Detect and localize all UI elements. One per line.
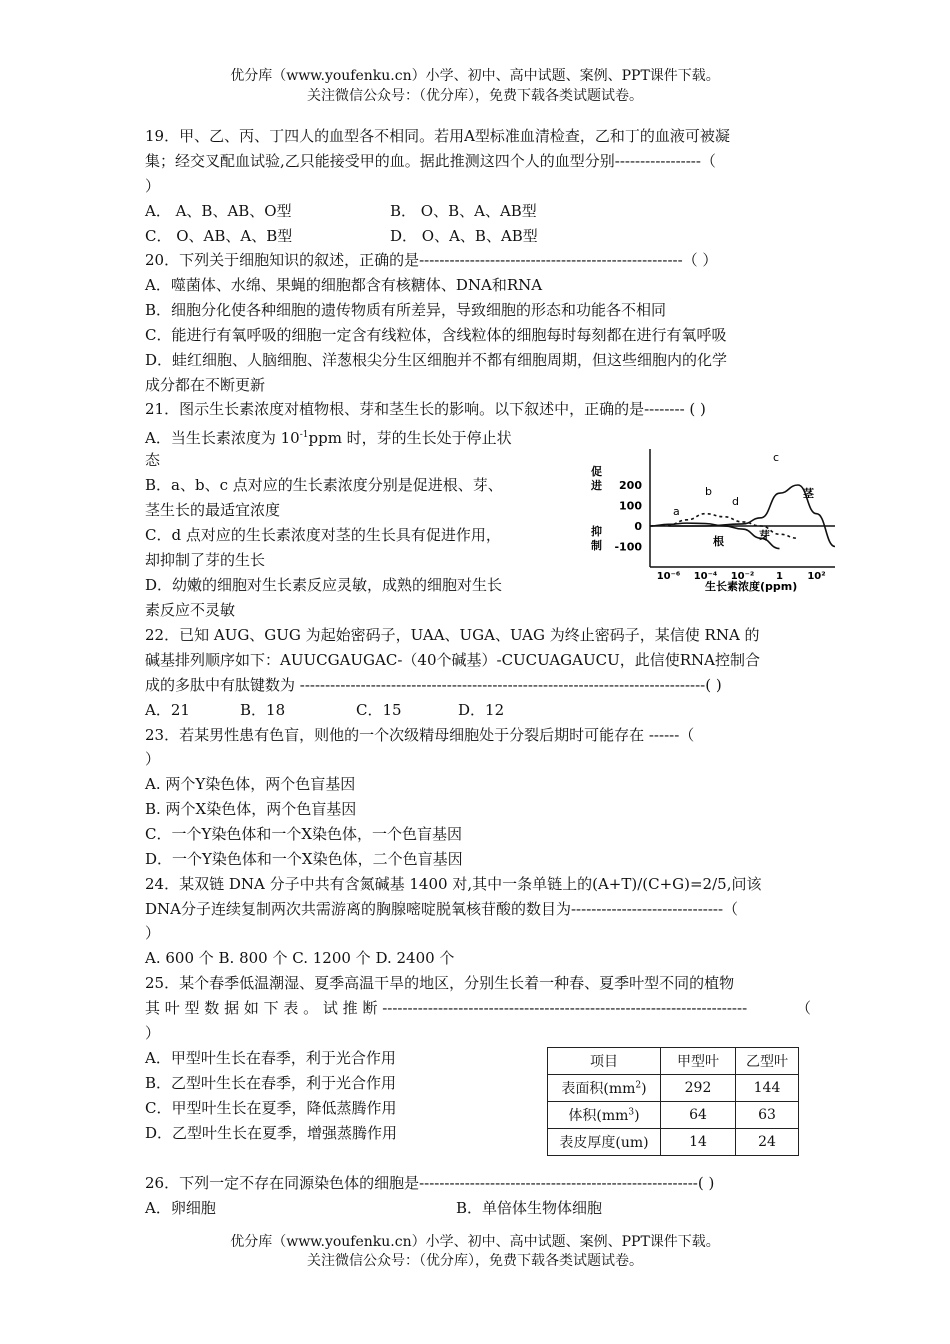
q26-option-b: B．单倍体生物体细胞 — [456, 1199, 603, 1217]
x-axis-label: 生长素浓度(ppm) — [705, 580, 798, 593]
ylabel-inhibit-1: 抑 — [591, 525, 602, 538]
q22-stem-1: 22．已知 AUG、GUG 为起始密码子，UAA、UGA、UAG 为终止密码子，某信使 RNA 的 — [145, 626, 760, 644]
q25-stem-2-paren: （ — [796, 999, 812, 1017]
q24-stem-1: 24．某双链 DNA 分子中共有含氮碱基 1400 对,其中一条单链上的(A+T)/(C+G)=2/5,问该 — [145, 875, 762, 893]
q19-option-b: B． O、B、A、AB型 — [390, 202, 537, 220]
ylabel-promote-1: 促 — [591, 465, 602, 478]
x-tick-label: 1 — [776, 571, 783, 582]
y-tick-label: 200 — [619, 479, 642, 492]
table-header: 项目 — [548, 1048, 661, 1075]
q21-option-d-1: D．幼嫩的细胞对生长素反应灵敏，成熟的细胞对生长 — [145, 576, 503, 594]
q22-stem-2: 碱基排列顺序如下：AUUCGAUGAC-（40个碱基）-CUCUAGAUCU，此信使RNA控制合 — [145, 651, 761, 669]
q24-options: A. 600 个 B. 800 个 C. 1200 个 D. 2400 个 — [145, 949, 455, 967]
table-row — [548, 1129, 799, 1156]
series-label-stem: 茎 — [803, 487, 814, 500]
leaf-data-table — [547, 1047, 799, 1156]
q19-stem-3: ） — [145, 177, 161, 195]
x-tick-label: 10⁻⁶ — [656, 571, 681, 582]
table-cell: 63 — [736, 1102, 799, 1129]
table-cell: 24 — [736, 1129, 799, 1156]
y-tick-label: 0 — [634, 520, 642, 533]
q23-stem-1: 23．若某男性患有色盲，则他的一个次级精母细胞处于分裂后期时可能存在 ------（ — [145, 726, 695, 744]
auxin-growth-chart — [585, 445, 840, 595]
table-cell: 144 — [736, 1075, 799, 1102]
table-cell: 体积$(mm^3)$ — [548, 1102, 661, 1129]
q24-stem-3: ） — [145, 924, 161, 942]
q20-option-d-1: D．蛙红细胞、人脑细胞、洋葱根尖分生区细胞并不都有细胞周期，但这些细胞内的化学 — [145, 351, 728, 369]
q19-option-c: C． O、AB、A、B型 — [145, 227, 293, 245]
q25-option-b: B．乙型叶生长在春季，利于光合作用 — [145, 1074, 397, 1092]
q25-stem-3: ） — [145, 1024, 161, 1042]
q25-option-d: D．乙型叶生长在夏季，增强蒸腾作用 — [145, 1124, 398, 1142]
q20-option-a: A．噬菌体、水绵、果蝇的细胞都含有核糖体、DNA和RNA — [145, 276, 543, 294]
q25-stem-2: 其 叶 型 数 据 如 下 表 。 试 推 断 ------------------------------------------------------------------------ — [145, 999, 748, 1017]
table-cell: 292 — [661, 1075, 736, 1102]
y-tick-label: -100 — [614, 540, 642, 554]
q26-option-a: A．卵细胞 — [145, 1199, 216, 1217]
q23-option-b: B. 两个X染色体，两个色盲基因 — [145, 800, 357, 818]
point-a-label: a — [673, 505, 680, 518]
table-cell: 64 — [661, 1102, 736, 1129]
q20-option-d-2: 成分都在不断更新 — [145, 376, 266, 394]
q21-stem: 21．图示生长素浓度对植物根、芽和茎生长的影响。以下叙述中，正确的是-------- ( ) — [145, 400, 706, 418]
q21-option-b-1: B．a、b、c 点对应的生长素浓度分别是促进根、芽、 — [145, 476, 503, 494]
q21-option-c-1: C．d 点对应的生长素浓度对茎的生长具有促进作用， — [145, 526, 501, 544]
ylabel-inhibit-2: 制 — [591, 539, 602, 552]
q22-stem-3: 成的多肽中有肽键数为 --------------------------------------------------------------------------------( ) — [145, 676, 722, 694]
q19-stem-1: 19．甲、乙、丙、丁四人的血型各不相同。若用A型标准血清检查，乙和丁的血液可被凝 — [145, 127, 730, 145]
q25-option-c: C．甲型叶生长在夏季，降低蒸腾作用 — [145, 1099, 397, 1117]
q23-option-a: A. 两个Y染色体，两个色盲基因 — [145, 775, 356, 793]
table-cell: 14 — [661, 1129, 736, 1156]
q22-option-a: A．21 — [145, 701, 190, 719]
y-tick-label: 100 — [619, 499, 642, 513]
q25-option-a: A．甲型叶生长在春季，利于光合作用 — [145, 1049, 396, 1067]
q19-option-a: A． A、B、AB、O型 — [145, 202, 292, 220]
q19-stem-2: 集；经交叉配血试验,乙只能接受甲的血。据此推测这四个人的血型分别-----------------（ — [145, 152, 716, 170]
header-line-2: 关注微信公众号：（优分库），免费下载各类试题试卷。 — [307, 88, 643, 104]
q24-stem-2: DNA分子连续复制两次共需游离的胸腺嘧啶脱氧核苷酸的数目为------------------------------（ — [145, 900, 739, 918]
q22-option-b: B．18 — [240, 701, 286, 719]
table-header: 乙型叶 — [736, 1048, 799, 1075]
table-cell: 表面积$(mm^2)$ — [548, 1075, 661, 1102]
q23-stem-2: ） — [145, 750, 161, 768]
header-line-1: 优分库（www.youfenku.cn）小学、初中、高中试题、案例、PPT课件下载。 — [230, 68, 720, 84]
table-row — [548, 1075, 799, 1102]
q19-option-d: D． O、A、B、AB型 — [390, 227, 538, 245]
point-c-label: c — [773, 451, 780, 464]
q21-option-a-1: A．当生长素浓度为 $10^{-1}ppm$ 时，芽的生长处于停止状 — [145, 429, 512, 447]
q22-option-c: C．15 — [356, 701, 402, 719]
table-header-row — [548, 1048, 799, 1075]
q22-option-d: D．12 — [458, 701, 505, 719]
q20-stem: 20．下列关于细胞知识的叙述，正确的是----------------------------------------------------（ ） — [145, 251, 718, 269]
x-tick-label: 10⁻⁴ — [693, 571, 718, 582]
x-tick-label: 10² — [807, 571, 826, 582]
q26-stem: 26．下列一定不存在同源染色体的细胞是-------------------------------------------------------( ) — [145, 1174, 715, 1192]
point-d-label: d — [732, 495, 739, 508]
footer-line-1: 优分库（www.youfenku.cn）小学、初中、高中试题、案例、PPT课件下载。 — [230, 1234, 720, 1250]
series-label-bud: 芽 — [759, 529, 770, 542]
footer-line-2: 关注微信公众号：（优分库），免费下载各类试题试卷。 — [307, 1253, 643, 1269]
q23-option-d: D．一个Y染色体和一个X染色体，二个色盲基因 — [145, 850, 463, 868]
q21-option-a-2: 态 — [145, 451, 161, 469]
q20-option-c: C．能进行有氧呼吸的细胞一定含有线粒体，含线粒体的细胞每时每刻都在进行有氧呼吸 — [145, 326, 727, 344]
q21-option-c-2: 却抑制了芽的生长 — [145, 551, 266, 569]
q20-option-b: B．细胞分化使各种细胞的遗传物质有所差异，导致细胞的形态和功能各不相同 — [145, 301, 667, 319]
x-tick-label: 10⁻² — [730, 571, 755, 582]
q25-stem-1: 25．某个春季低温潮湿、夏季高温干旱的地区，分别生长着一种春、夏季叶型不同的植物 — [145, 974, 735, 992]
q23-option-c: C．一个Y染色体和一个X染色体，一个色盲基因 — [145, 825, 463, 843]
series-label-root: 根 — [713, 535, 724, 548]
point-b-label: b — [705, 485, 712, 498]
table-row — [548, 1102, 799, 1129]
table-cell: 表皮厚度(um) — [548, 1129, 661, 1156]
q21-option-d-2: 素反应不灵敏 — [145, 601, 236, 619]
table-header: 甲型叶 — [661, 1048, 736, 1075]
q21-option-b-2: 茎生长的最适宜浓度 — [145, 501, 281, 519]
ylabel-promote-2: 进 — [591, 479, 602, 492]
